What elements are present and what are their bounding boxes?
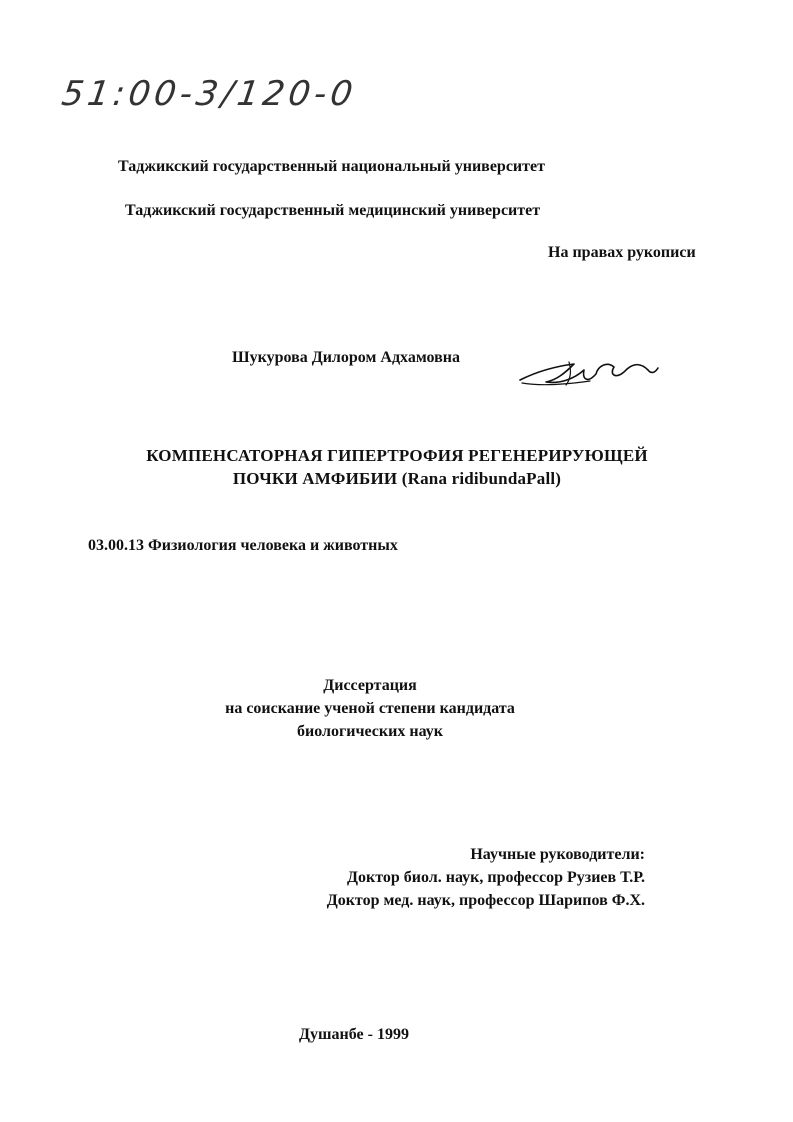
title-line: КОМПЕНСАТОРНАЯ ГИПЕРТРОФИЯ РЕГЕНЕРИРУЮЩЕЙ [146,446,648,465]
archive-number: 51:00-3/120-0 [59,74,359,114]
institution-medical-university: Таджикский государственный медицинский университет [125,202,541,219]
manuscript-rights-notice: На правах рукописи [548,244,696,261]
degree-line: биологических наук [297,723,443,740]
title-line: ПОЧКИ АМФИБИИ (Rana ridibundaPall) [232,469,562,488]
advisor-line: Доктор мед. наук, профессор Шарипов Ф.Х. [326,892,645,909]
scientific-advisors [327,843,645,912]
specialty-code: 03.00.13 Физиология человека и животных [88,537,398,554]
advisors-heading: Научные руководители: [470,846,645,863]
degree-line: на соискание ученой степени кандидата [225,700,515,717]
degree-statement [160,674,580,743]
institution-national-university: Таджикский государственный национальный университет [118,158,545,175]
degree-line: Диссертация [323,677,417,694]
place-and-year: Душанбе - 1999 [299,1026,409,1043]
handwritten-signature-icon [512,352,662,394]
author-name: Шукурова Дилором Адхамовна [232,349,460,366]
dissertation-title [88,444,706,490]
advisor-line: Доктор биол. наук, профессор Рузиев Т.Р. [347,869,645,886]
